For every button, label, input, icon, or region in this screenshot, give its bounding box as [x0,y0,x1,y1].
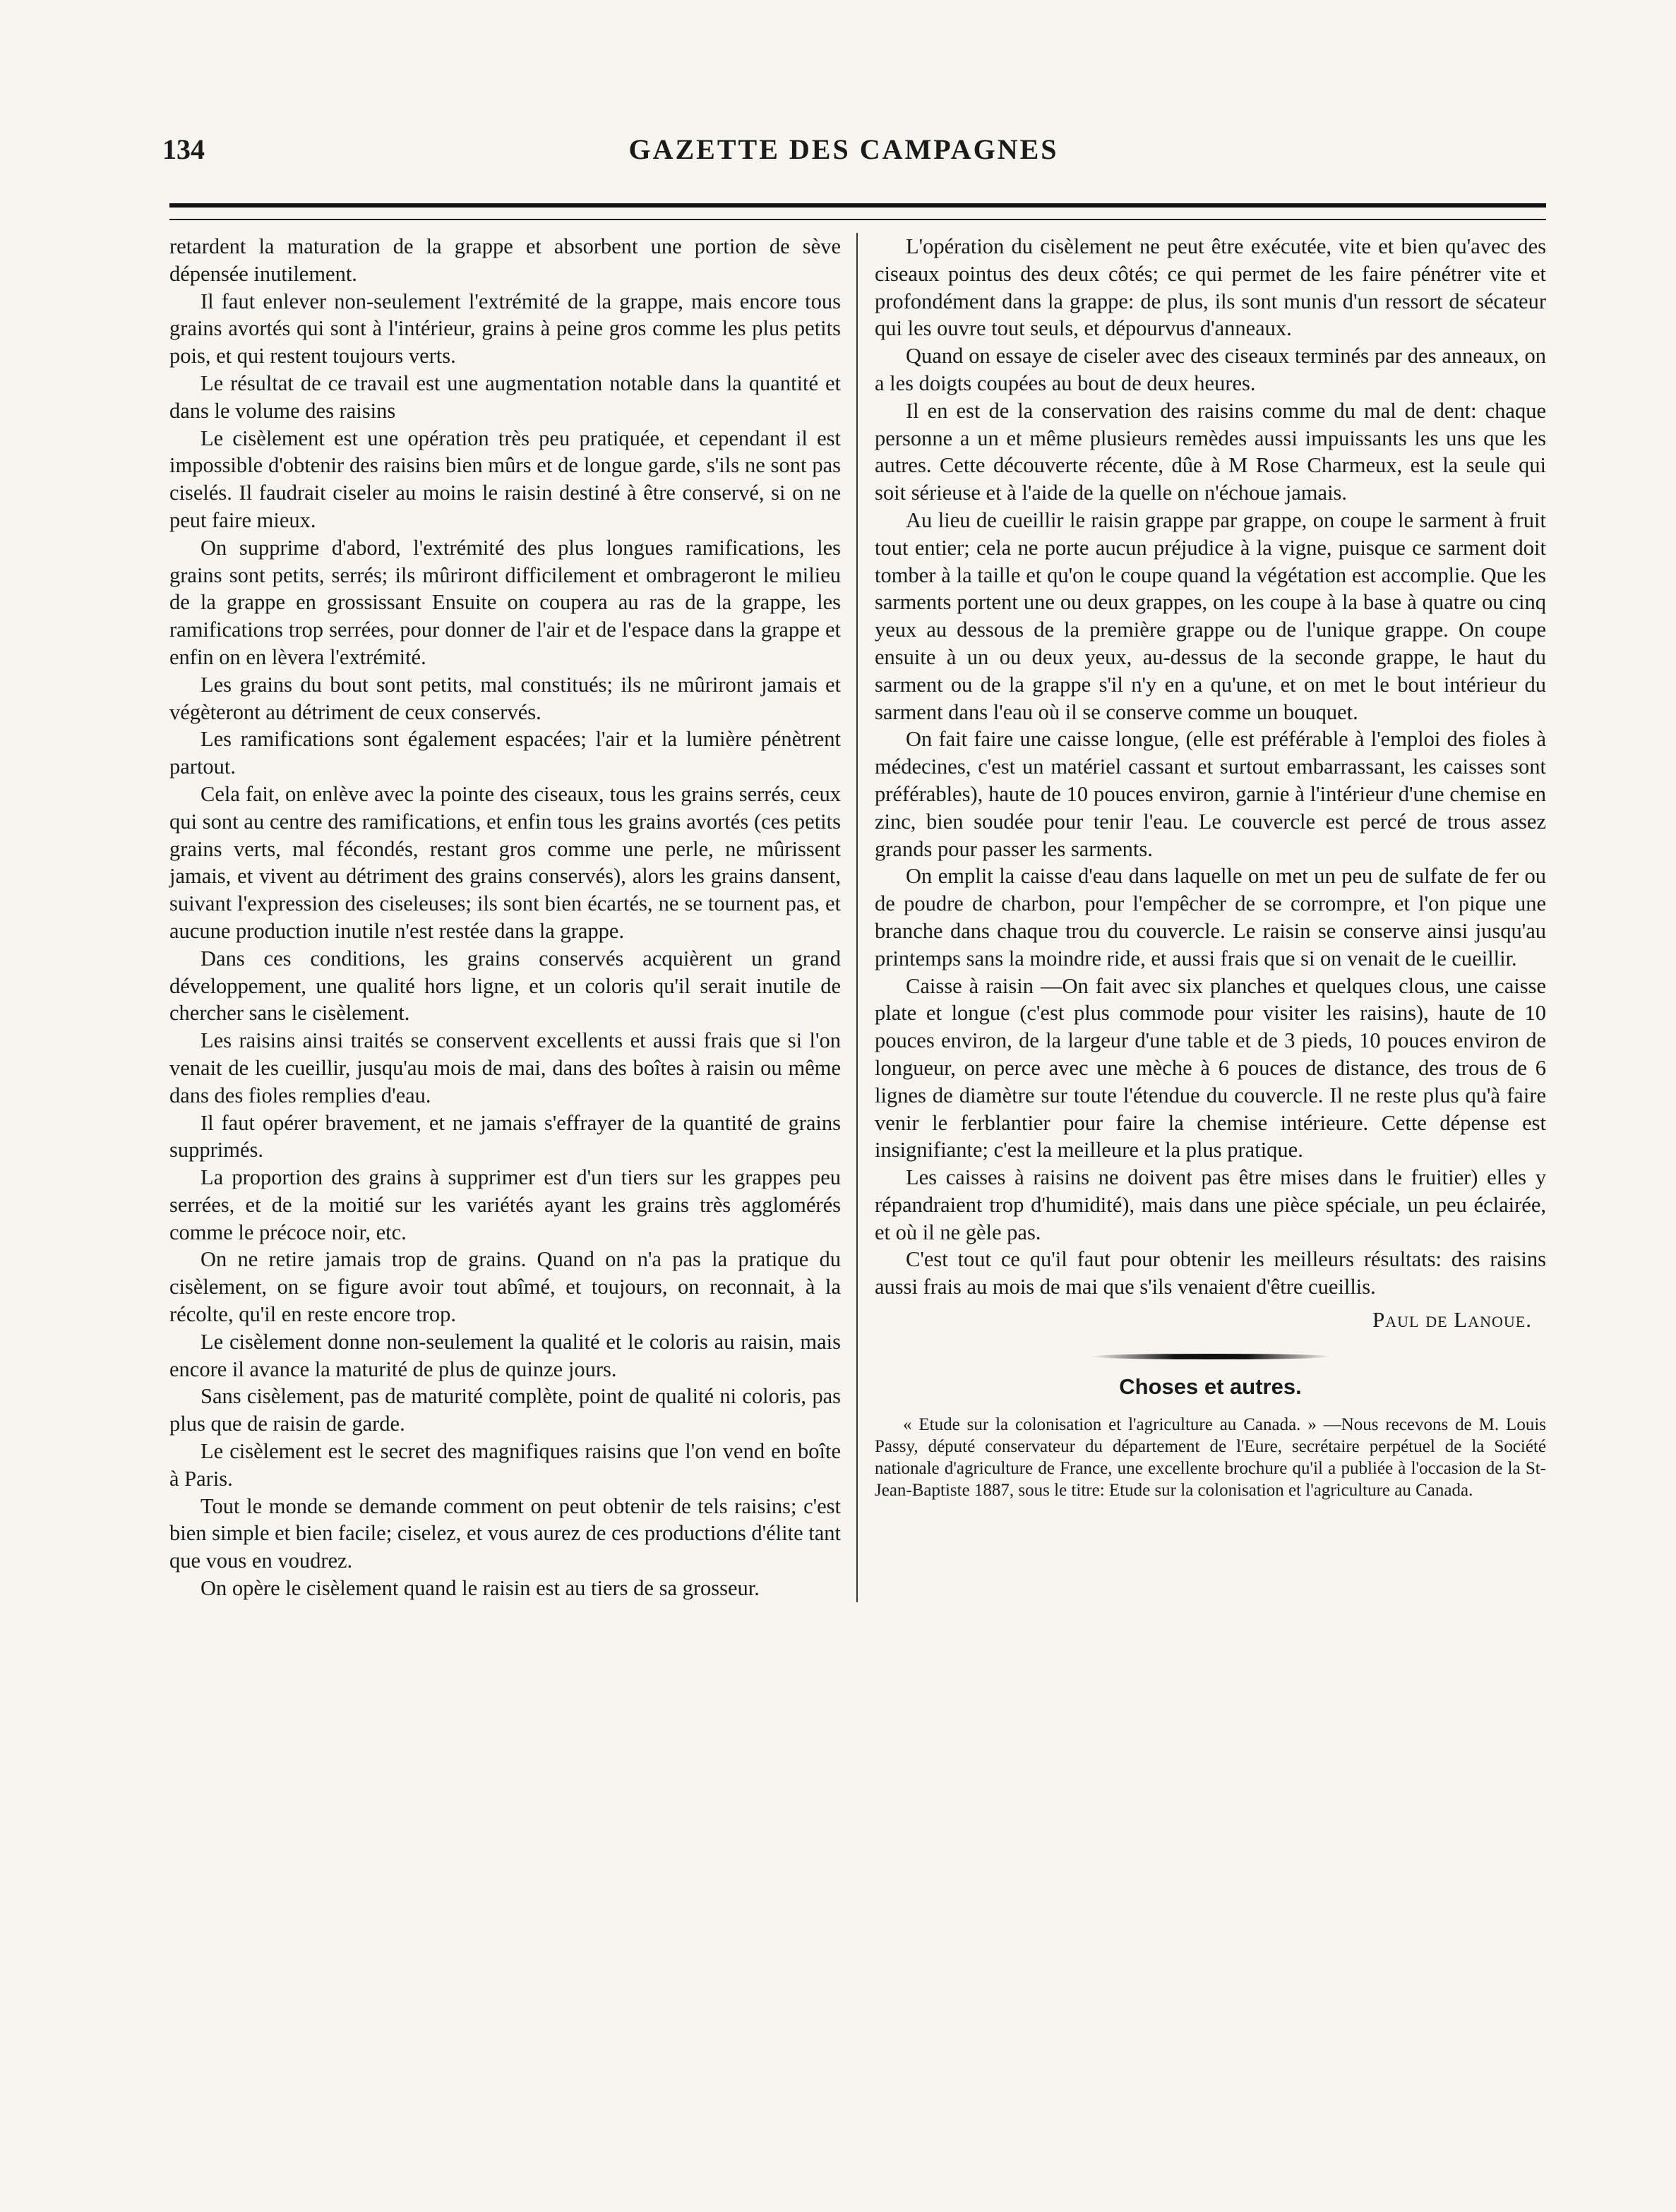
right-column-paragraph: On fait faire une caisse longue, (elle est préférable à l'emploi des fioles à médecines, c'est un matériel cassant et surtout embarrassant, les caisses sont préférables), haute de 10 pouces environ, garnie à l'intérieur d'une chemise en zinc, bien soudée pour tenir l'eau. Le couvercle est percé de trous assez grands pour passer les sarments. [875,727,1546,861]
section-body [875,1414,1546,1501]
header-rule [169,203,1546,220]
text-columns [169,233,1546,1602]
right-column [858,233,1546,1602]
document-page [141,106,1546,2153]
right-column-paragraph: L'opération du cisèlement ne peut être exécutée, vite et bien qu'avec des ciseaux pointus des deux côtés; ce qui permet de les faire pénétrer vite et profondément dans la grappe: de plus, ils sont munis d'un ressort de sécateur qui les ouvre tout seuls, et dépourvus d'anneaux. [875,234,1546,341]
right-column-paragraph: Au lieu de cueillir le raisin grappe par grappe, on coupe le sarment à fruit tout entier; cela ne porte aucun préjudice à la vigne, puisque ce sarment doit tomber à la taille et qu'on le coupe quand la végétation est accomplie. Que les sarments portent une ou deux grappes, on les coupe à la base à quatre ou cinq yeux au dessous de la première grappe ou de l'unique grappe. On coupe ensuite à un ou deux yeux, au-dessus de la seconde grappe, le haut du sarment ou de la grappe s'il n'y en a qu'une, et on met le bout intérieur du sarment dans l'eau où il se conserve comme un bouquet. [875,507,1546,724]
left-column-paragraph: Les raisins ainsi traités se conservent excellents et aussi frais que si l'on venait de les cueillir, jusqu'au mois de mai, dans des boîtes à raisin ou même dans des fioles remplies d'eau. [169,1028,841,1107]
right-column-paragraph: Caisse à raisin —On fait avec six planches et quelques clous, une caisse plate et longue (c'est plus commode pour visiter les raisins), haute de 10 pouces environ, de la largeur d'une table et de 3 pieds, 10 pouces environ de longueur, on perce avec une mèche à 6 pouces de distance, des trous de 6 lignes de diamètre sur toute l'étendue du couvercle. Il ne reste plus qu'à faire venir le ferblantier pour faire la chemise intérieure. Cette dépense est insignifiante; c'est la meilleure et la plus pratique. [875,973,1546,1162]
section-divider [1091,1354,1331,1359]
left-column-paragraph: Dans ces conditions, les grains conservés acquièrent un grand développement, une qualité hors ligne, et un coloris qu'il serait inutile de chercher sans le cisèlement. [169,946,841,1026]
left-column-paragraph: Les grains du bout sont petits, mal constitués; ils ne mûriront jamais et végèteront au détriment de ceux conservés. [169,672,841,724]
left-column-paragraph: Le cisèlement est une opération très peu pratiquée, et cependant il est impossible d'obtenir des raisins bien mûrs et de longue garde, s'ils ne sont pas ciselés. Il faudrait ciseler au moins le raisin destiné à être conservé, si on ne peut faire mieux. [169,426,841,532]
left-column-paragraph: Le cisèlement est le secret des magnifiques raisins que l'on vend en boîte à Paris. [169,1439,841,1491]
left-column-paragraph: On ne retire jamais trop de grains. Quand on n'a pas la pratique du cisèlement, on se figure avoir tout abîmé, et toujours, on reconnait, à la récolte, qu'il en reste encore trop. [169,1247,841,1327]
left-column-paragraph: Il faut enlever non-seulement l'extrémité de la grappe, mais encore tous grains avortés qui sont à l'intérieur, grains à peine gros comme les plus petits pois, et qui restent toujours verts. [169,289,841,368]
right-column-paragraph: C'est tout ce qu'il faut pour obtenir les meilleurs résultats: des raisins aussi frais au mois de mai que s'ils venaient d'être cueillis. [875,1247,1546,1299]
right-column-paragraph: On emplit la caisse d'eau dans laquelle on met un peu de sulfate de fer ou de poudre de charbon, pour l'empêcher de se corrompre, et l'on pique une branche dans chaque trou du couvercle. Le raisin se conserve ainsi jusqu'au printemps sans la moindre ride, et aussi frais que si on venait de le cueillir. [875,864,1546,970]
left-column [169,233,858,1602]
left-column-paragraph: Le cisèlement donne non-seulement la qualité et le coloris au raisin, mais encore il avance la maturité de plus de quinze jours. [169,1329,841,1381]
left-column-paragraph: Sans cisèlement, pas de maturité complète, point de qualité ni coloris, pas plus que de raisin de garde. [169,1384,841,1436]
left-column-paragraph: Les ramifications sont également espacées; l'air et la lumière pénètrent partout. [169,727,841,779]
page-header [141,106,1546,165]
left-column-paragraph: Il faut opérer bravement, et ne jamais s'effrayer de la quantité de grains supprimés. [169,1110,841,1162]
left-column-paragraph: Le résultat de ce travail est une augmentation notable dans la quantité et dans le volume des raisins [169,371,841,423]
page-number: 134 [162,133,205,165]
running-title: GAZETTE DES CAMPAGNES [628,133,1059,165]
right-column-paragraph: Quand on essaye de ciseler avec des ciseaux terminés par des anneaux, on a les doigts coupées au bout de deux heures. [875,344,1546,395]
section-paragraph: « Etude sur la colonisation et l'agriculture au Canada. » —Nous recevons de M. Louis Passy, député conservateur du département de l'Eure, secrétaire perpétuel de la Société nationale d'agriculture de France, une excellente brochure qu'il a publiée à l'occasion de la St-Jean-Baptiste 1887, sous le titre: Etude sur la colonisation et l'agriculture au Canada. [875,1414,1546,1500]
left-column-paragraph: La proportion des grains à supprimer est d'un tiers sur les grappes peu serrées, et de la moitié sur les variétés ayant les grains très agglomérés comme le précoce noir, etc. [169,1165,841,1244]
author-signature: Paul de Lanoue. [1372,1307,1532,1333]
left-column-paragraph: retardent la maturation de la grappe et absorbent une portion de sève dépensée inutilement. [169,234,841,286]
right-column-paragraph: Il en est de la conservation des raisins comme du mal de dent: chaque personne a un et même plusieurs remèdes aussi impuissants les uns que les autres. Cette découverte récente, dûe à M Rose Charmeux, est la seule qui soit sérieuse et à l'aide de la quelle on n'échoue jamais. [875,398,1546,505]
left-column-paragraph: Tout le monde se demande comment on peut obtenir de tels raisins; c'est bien simple et bien facile; ciselez, et vous aurez de ces productions d'élite tant que vous en voudrez. [169,1493,841,1573]
left-column-paragraph: On opère le cisèlement quand le raisin est au tiers de sa grosseur. [200,1576,760,1601]
left-column-paragraph: On supprime d'abord, l'extrémité des plus longues ramifications, les grains sont petits, serrés; ils mûriront difficilement et ombrageront le milieu de la grappe en grossissant Ensuite on coupera au ras de la grappe, les ramifications trop serrées, pour donner de l'air et de l'espace dans la grappe et enfin on en lèvera l'extrémité. [169,535,841,669]
section-title: Choses et autres. [1119,1374,1302,1399]
left-column-paragraph: Cela fait, on enlève avec la pointe des ciseaux, tous les grains serrés, ceux qui sont au centre des ramifications, et enfin tous les grains avortés (ces petits grains verts, mal fécondés, restant gros comme une perle, ne mûrissent jamais, et vivent au détriment des grains conservés), alors les grains dansent, suivant l'expression des ciseleuses; ils sont bien écartés, ne se tournent pas, et aucune production inutile n'est restée dans la grappe. [169,781,841,943]
right-column-paragraphs [875,233,1546,1301]
right-column-paragraph: Les caisses à raisins ne doivent pas être mises dans le fruitier) elles y répandraient trop d'humidité), mais dans une pièce spéciale, un peu éclairée, et où il ne gèle pas. [875,1165,1546,1244]
